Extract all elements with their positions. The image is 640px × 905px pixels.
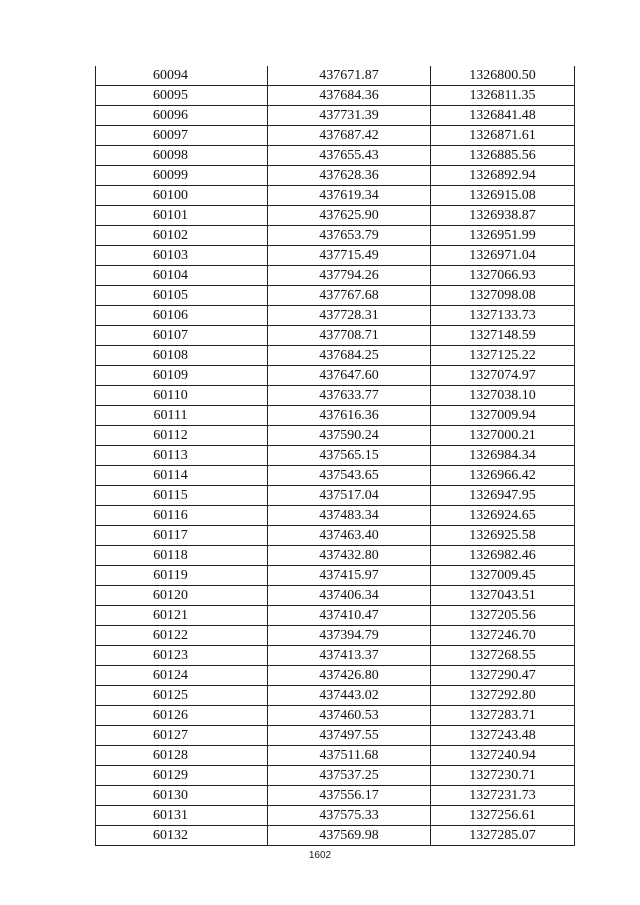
point-id-cell: 60132 — [96, 826, 268, 846]
y-coordinate-cell: 1327246.70 — [431, 626, 575, 646]
table-row — [96, 706, 575, 726]
table-row — [96, 566, 575, 586]
table-row — [96, 446, 575, 466]
y-coordinate-cell: 1327000.21 — [431, 426, 575, 446]
point-id-cell: 60125 — [96, 686, 268, 706]
y-coordinate-cell: 1326971.04 — [431, 246, 575, 266]
y-coordinate-cell: 1327283.71 — [431, 706, 575, 726]
x-coordinate-cell: 437794.26 — [268, 266, 431, 286]
point-id-cell: 60126 — [96, 706, 268, 726]
page-number: 1602 — [308, 850, 332, 861]
point-id-cell: 60094 — [96, 66, 268, 86]
y-coordinate-cell: 1327009.94 — [431, 406, 575, 426]
x-coordinate-cell: 437443.02 — [268, 686, 431, 706]
table-row — [96, 666, 575, 686]
x-coordinate-cell: 437633.77 — [268, 386, 431, 406]
table-row — [96, 806, 575, 826]
point-id-cell: 60112 — [96, 426, 268, 446]
point-id-cell: 60120 — [96, 586, 268, 606]
table-row — [96, 646, 575, 666]
table-row — [96, 146, 575, 166]
table-row — [96, 466, 575, 486]
table-row — [96, 206, 575, 226]
y-coordinate-cell: 1326892.94 — [431, 166, 575, 186]
x-coordinate-cell: 437415.97 — [268, 566, 431, 586]
table-row — [96, 506, 575, 526]
table-row — [96, 106, 575, 126]
table-row — [96, 226, 575, 246]
point-id-cell: 60121 — [96, 606, 268, 626]
point-id-cell: 60117 — [96, 526, 268, 546]
x-coordinate-cell: 437556.17 — [268, 786, 431, 806]
point-id-cell: 60098 — [96, 146, 268, 166]
x-coordinate-cell: 437619.34 — [268, 186, 431, 206]
x-coordinate-cell: 437671.87 — [268, 66, 431, 86]
point-id-cell: 60123 — [96, 646, 268, 666]
point-id-cell: 60104 — [96, 266, 268, 286]
table-row — [96, 546, 575, 566]
table-row — [96, 86, 575, 106]
y-coordinate-cell: 1327009.45 — [431, 566, 575, 586]
table-row — [96, 626, 575, 646]
x-coordinate-cell: 437394.79 — [268, 626, 431, 646]
point-id-cell: 60122 — [96, 626, 268, 646]
y-coordinate-cell: 1327290.47 — [431, 666, 575, 686]
x-coordinate-cell: 437406.34 — [268, 586, 431, 606]
point-id-cell: 60095 — [96, 86, 268, 106]
x-coordinate-cell: 437647.60 — [268, 366, 431, 386]
table-row — [96, 686, 575, 706]
y-coordinate-cell: 1327243.48 — [431, 726, 575, 746]
x-coordinate-cell: 437653.79 — [268, 226, 431, 246]
x-coordinate-cell: 437767.68 — [268, 286, 431, 306]
point-id-cell: 60129 — [96, 766, 268, 786]
point-id-cell: 60124 — [96, 666, 268, 686]
y-coordinate-cell: 1327268.55 — [431, 646, 575, 666]
table-row — [96, 746, 575, 766]
table-row — [96, 246, 575, 266]
x-coordinate-cell: 437569.98 — [268, 826, 431, 846]
x-coordinate-cell: 437426.80 — [268, 666, 431, 686]
point-id-cell: 60099 — [96, 166, 268, 186]
y-coordinate-cell: 1326871.61 — [431, 126, 575, 146]
table-row — [96, 606, 575, 626]
x-coordinate-cell: 437590.24 — [268, 426, 431, 446]
point-id-cell: 60100 — [96, 186, 268, 206]
point-id-cell: 60097 — [96, 126, 268, 146]
x-coordinate-cell: 437517.04 — [268, 486, 431, 506]
table-row — [96, 386, 575, 406]
y-coordinate-cell: 1327256.61 — [431, 806, 575, 826]
point-id-cell: 60105 — [96, 286, 268, 306]
point-id-cell: 60116 — [96, 506, 268, 526]
y-coordinate-cell: 1326811.35 — [431, 86, 575, 106]
y-coordinate-cell: 1327292.80 — [431, 686, 575, 706]
y-coordinate-cell: 1327231.73 — [431, 786, 575, 806]
point-id-cell: 60115 — [96, 486, 268, 506]
y-coordinate-cell: 1326982.46 — [431, 546, 575, 566]
x-coordinate-cell: 437655.43 — [268, 146, 431, 166]
x-coordinate-cell: 437410.47 — [268, 606, 431, 626]
y-coordinate-cell: 1326947.95 — [431, 486, 575, 506]
point-id-cell: 60130 — [96, 786, 268, 806]
y-coordinate-cell: 1326915.08 — [431, 186, 575, 206]
y-coordinate-cell: 1327240.94 — [431, 746, 575, 766]
x-coordinate-cell: 437625.90 — [268, 206, 431, 226]
x-coordinate-cell: 437684.36 — [268, 86, 431, 106]
y-coordinate-cell: 1326841.48 — [431, 106, 575, 126]
table-row — [96, 786, 575, 806]
x-coordinate-cell: 437575.33 — [268, 806, 431, 826]
point-id-cell: 60114 — [96, 466, 268, 486]
x-coordinate-cell: 437684.25 — [268, 346, 431, 366]
x-coordinate-cell: 437728.31 — [268, 306, 431, 326]
point-id-cell: 60128 — [96, 746, 268, 766]
table-row — [96, 526, 575, 546]
x-coordinate-cell: 437460.53 — [268, 706, 431, 726]
point-id-cell: 60118 — [96, 546, 268, 566]
point-id-cell: 60131 — [96, 806, 268, 826]
y-coordinate-cell: 1326800.50 — [431, 66, 575, 86]
x-coordinate-cell: 437483.34 — [268, 506, 431, 526]
y-coordinate-cell: 1327038.10 — [431, 386, 575, 406]
table-row — [96, 586, 575, 606]
coordinates-table — [95, 66, 575, 846]
y-coordinate-cell: 1327066.93 — [431, 266, 575, 286]
table-row — [96, 66, 575, 86]
y-coordinate-cell: 1327098.08 — [431, 286, 575, 306]
table-row — [96, 826, 575, 846]
table-row — [96, 766, 575, 786]
y-coordinate-cell: 1327205.56 — [431, 606, 575, 626]
table-row — [96, 486, 575, 506]
x-coordinate-cell: 437687.42 — [268, 126, 431, 146]
point-id-cell: 60111 — [96, 406, 268, 426]
point-id-cell: 60113 — [96, 446, 268, 466]
y-coordinate-cell: 1326885.56 — [431, 146, 575, 166]
point-id-cell: 60102 — [96, 226, 268, 246]
point-id-cell: 60107 — [96, 326, 268, 346]
x-coordinate-cell: 437432.80 — [268, 546, 431, 566]
table-row — [96, 346, 575, 366]
x-coordinate-cell: 437413.37 — [268, 646, 431, 666]
y-coordinate-cell: 1327148.59 — [431, 326, 575, 346]
x-coordinate-cell: 437511.68 — [268, 746, 431, 766]
y-coordinate-cell: 1327133.73 — [431, 306, 575, 326]
x-coordinate-cell: 437497.55 — [268, 726, 431, 746]
y-coordinate-cell: 1327230.71 — [431, 766, 575, 786]
point-id-cell: 60127 — [96, 726, 268, 746]
y-coordinate-cell: 1326925.58 — [431, 526, 575, 546]
table-row — [96, 426, 575, 446]
table-row — [96, 126, 575, 146]
table-row — [96, 306, 575, 326]
x-coordinate-cell: 437543.65 — [268, 466, 431, 486]
point-id-cell: 60119 — [96, 566, 268, 586]
y-coordinate-cell: 1326966.42 — [431, 466, 575, 486]
table-row — [96, 266, 575, 286]
x-coordinate-cell: 437731.39 — [268, 106, 431, 126]
x-coordinate-cell: 437708.71 — [268, 326, 431, 346]
table-row — [96, 326, 575, 346]
y-coordinate-cell: 1327125.22 — [431, 346, 575, 366]
point-id-cell: 60096 — [96, 106, 268, 126]
point-id-cell: 60108 — [96, 346, 268, 366]
x-coordinate-cell: 437537.25 — [268, 766, 431, 786]
y-coordinate-cell: 1327074.97 — [431, 366, 575, 386]
point-id-cell: 60110 — [96, 386, 268, 406]
table-row — [96, 406, 575, 426]
x-coordinate-cell: 437565.15 — [268, 446, 431, 466]
x-coordinate-cell: 437715.49 — [268, 246, 431, 266]
table-row — [96, 726, 575, 746]
point-id-cell: 60103 — [96, 246, 268, 266]
table-row — [96, 286, 575, 306]
coordinates-table-body — [96, 66, 575, 846]
y-coordinate-cell: 1326984.34 — [431, 446, 575, 466]
point-id-cell: 60101 — [96, 206, 268, 226]
point-id-cell: 60106 — [96, 306, 268, 326]
x-coordinate-cell: 437628.36 — [268, 166, 431, 186]
x-coordinate-cell: 437616.36 — [268, 406, 431, 426]
point-id-cell: 60109 — [96, 366, 268, 386]
y-coordinate-cell: 1326924.65 — [431, 506, 575, 526]
y-coordinate-cell: 1326951.99 — [431, 226, 575, 246]
table-row — [96, 186, 575, 206]
y-coordinate-cell: 1326938.87 — [431, 206, 575, 226]
table-row — [96, 366, 575, 386]
x-coordinate-cell: 437463.40 — [268, 526, 431, 546]
y-coordinate-cell: 1327285.07 — [431, 826, 575, 846]
y-coordinate-cell: 1327043.51 — [431, 586, 575, 606]
table-row — [96, 166, 575, 186]
